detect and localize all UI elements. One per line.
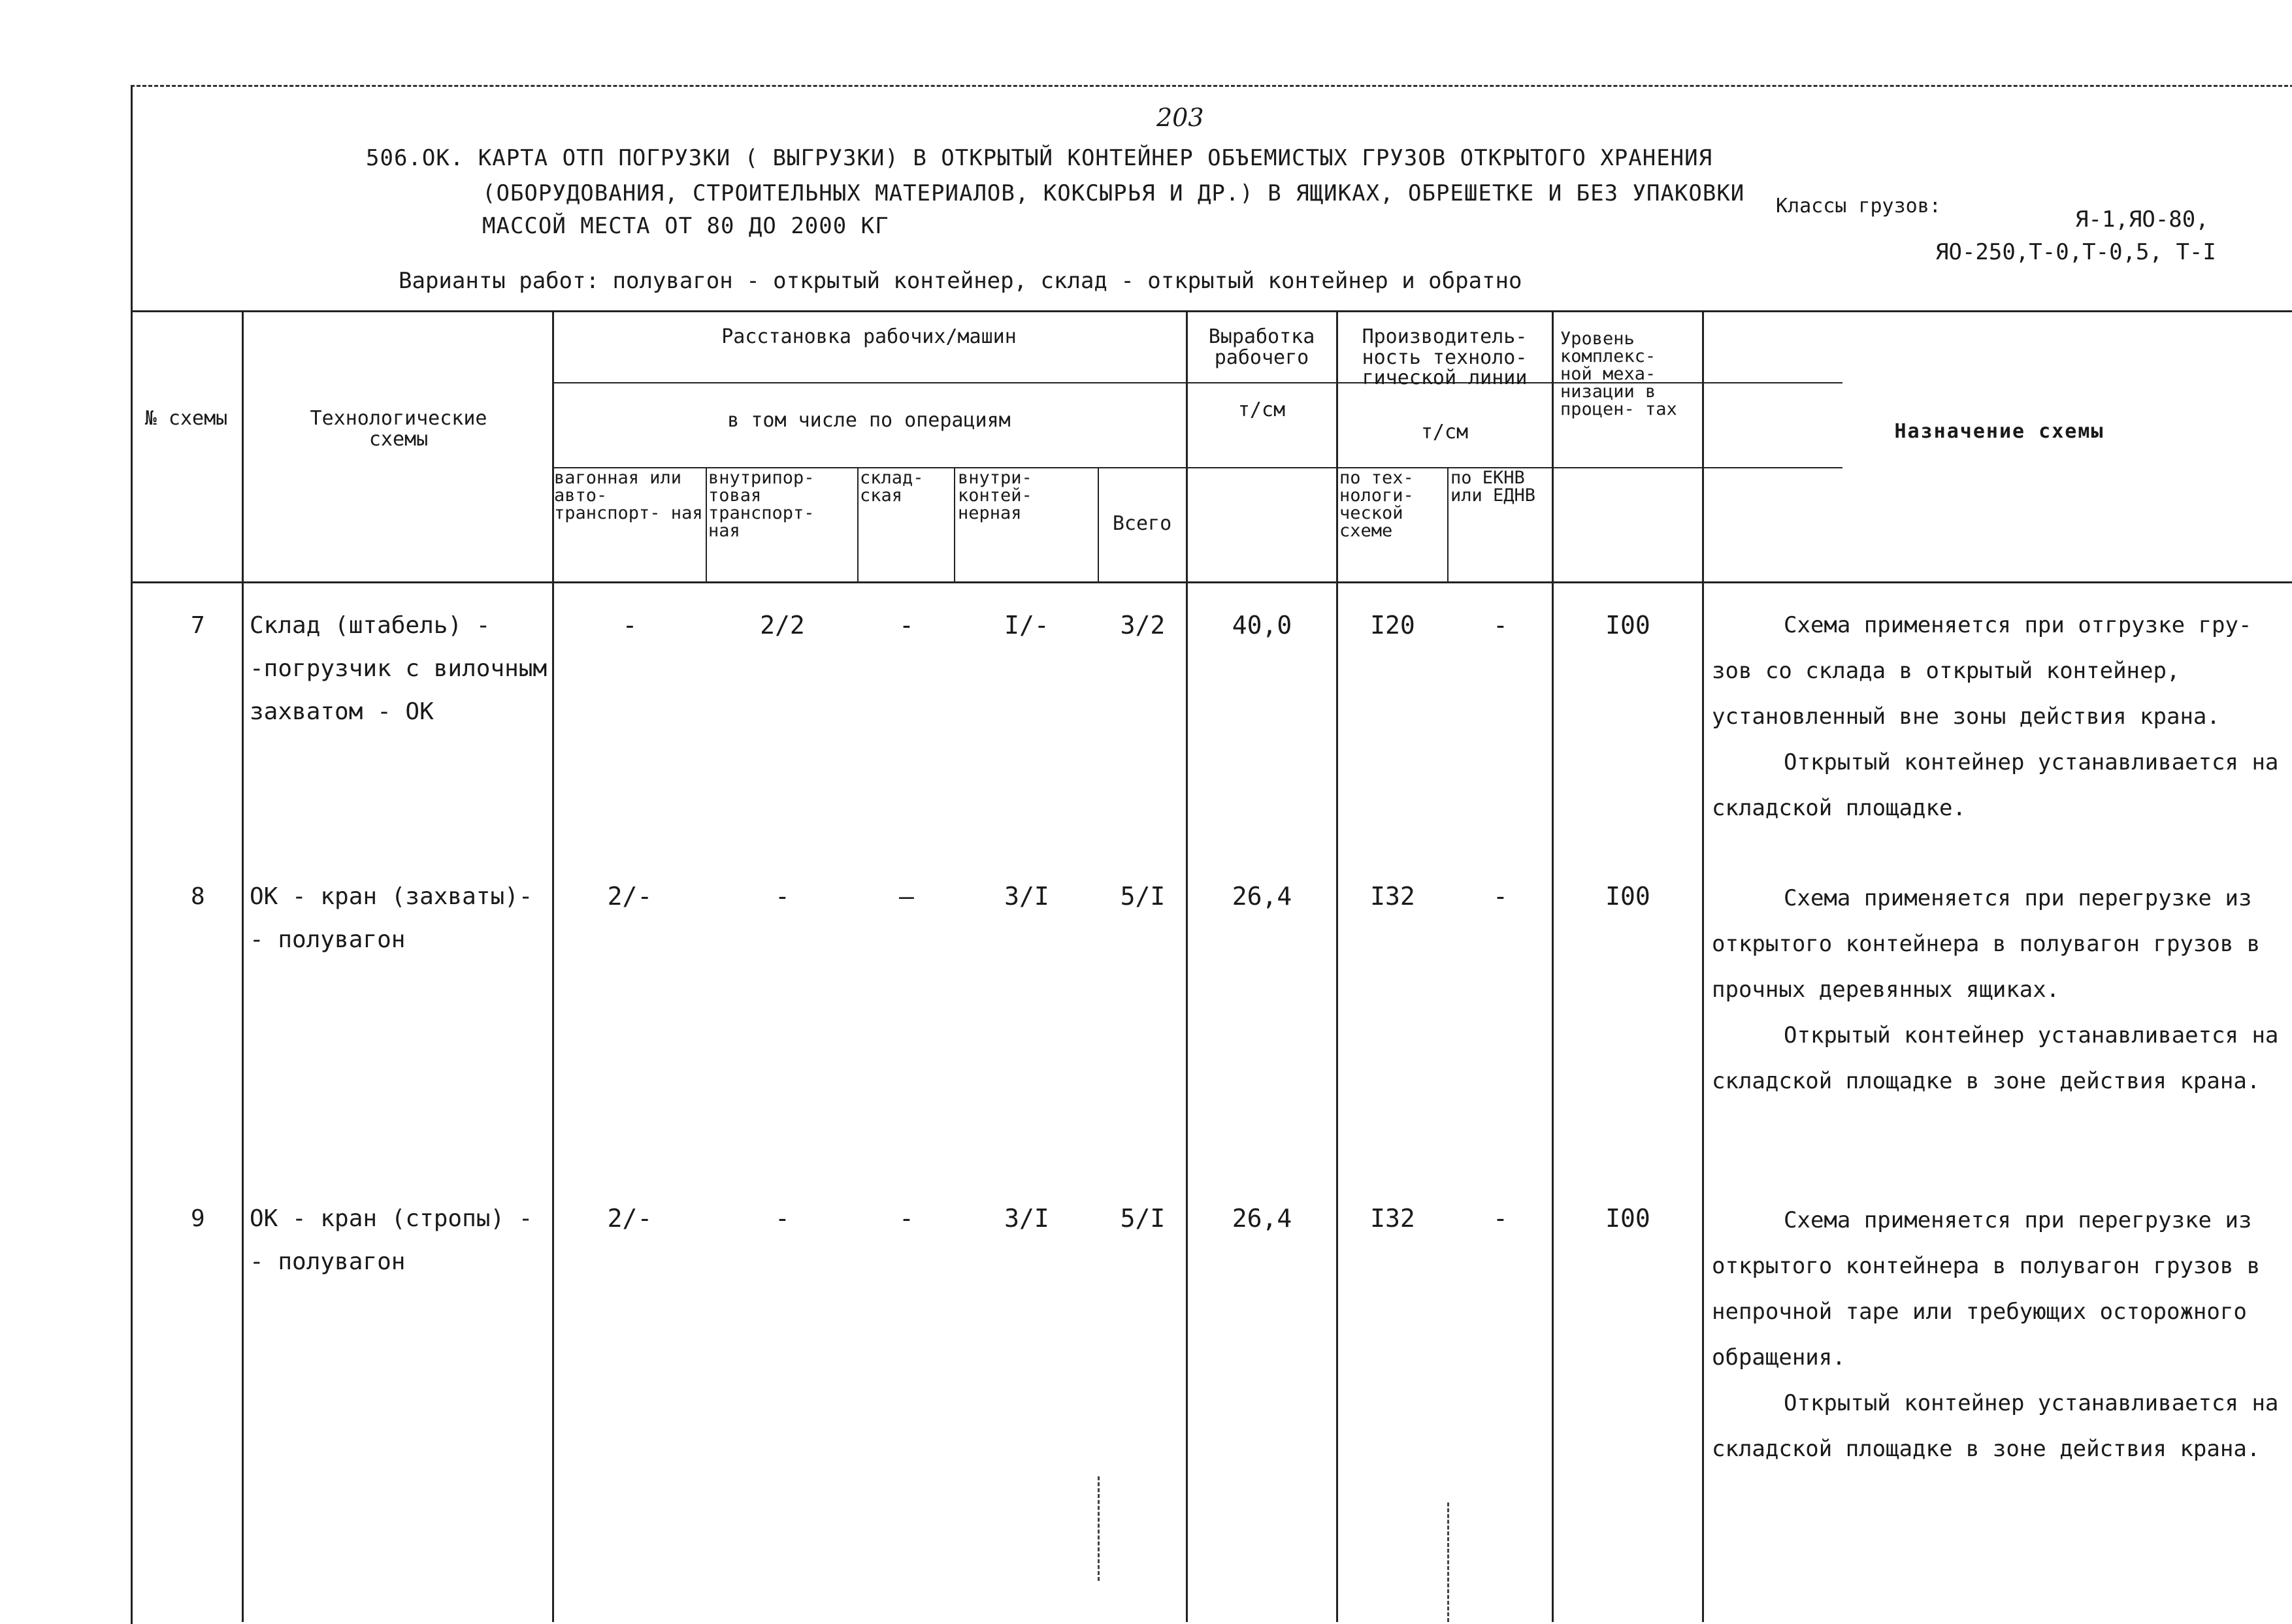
scheme-line: захватом - ОК (250, 698, 434, 725)
cell-op-intraport: 2/2 (760, 611, 805, 640)
cell-op-warehouse: - (899, 1204, 914, 1233)
header-op-total: Всего (1112, 512, 1172, 535)
cell-mechanization: I00 (1605, 1204, 1650, 1233)
cell-op-wagon: 2/- (607, 1204, 653, 1233)
scheme-line: -погрузчик с вилочным (250, 655, 548, 682)
header-productivity-unit: т/см (1420, 421, 1469, 444)
work-variants: Варианты работ: полувагон - открытый контейнер, склад - открытый контейнер и обратно (399, 268, 1522, 294)
purpose-paragraph: Открытый контейнер устанавливается на складской площадке в зоне действия крана. (1712, 1390, 2279, 1462)
cell-prod-scheme: I20 (1370, 611, 1415, 640)
purpose-paragraph: Открытый контейнер устанавливается на складской площадке в зоне действия крана. (1712, 1022, 2279, 1094)
col-border-5 (954, 467, 955, 581)
cell-op-intraport: - (775, 882, 790, 911)
cargo-classes-line-1: Я-1,ЯО-80, (2075, 206, 2209, 233)
scheme-description (250, 604, 557, 734)
purpose-paragraph: Схема применяется при перегрузке из открытого контейнера в полувагон грузов в непрочной таре или требующих осторожного обращения. (1712, 1207, 2261, 1371)
scheme-line: ОК - кран (захваты)- (250, 883, 533, 910)
cell-op-intracontainer: 3/I (1004, 1204, 1049, 1233)
row-number: 7 (191, 612, 205, 639)
scheme-description (250, 1197, 557, 1284)
header-prod-by-eknv: по ЕКНВ или ЕДНВ (1450, 468, 1536, 506)
row-number: 8 (191, 883, 205, 910)
map-title-line-3: МАССОЙ МЕСТА ОТ 80 ДО 2000 КГ (482, 213, 889, 239)
cell-op-warehouse: — (899, 882, 914, 911)
cargo-classes-line-2: ЯО-250,Т-0,Т-0,5, Т-I (1935, 239, 2216, 265)
cell-prod-scheme: I32 (1370, 1204, 1415, 1233)
col-border-6 (1098, 467, 1099, 581)
header-mechanization: Уровень комплекс- ной меха- низации в процен- тах (1560, 329, 1677, 419)
col-fragment-1 (1098, 1476, 1100, 1581)
scheme-line: - полувагон (250, 926, 406, 953)
header-op-intraport: внутрипор- товая транспорт- ная (708, 468, 815, 541)
cell-output: 40,0 (1232, 611, 1292, 640)
header-tech-schemes: Технологические схемы (310, 407, 487, 451)
header-bottom-border (131, 581, 2292, 583)
col-border-4 (857, 467, 859, 581)
cargo-classes-label: Классы грузов: (1776, 195, 1941, 218)
cell-op-total: 5/I (1120, 1204, 1166, 1233)
cell-op-warehouse: - (899, 611, 914, 640)
purpose-paragraph: Схема применяется при перегрузке из открытого контейнера в полувагон грузов в прочных деревянных ящиках. (1712, 885, 2261, 1003)
header-productivity: Производитель- ность техноло- гической линии (1362, 325, 1528, 389)
page-number: 203 (1156, 103, 1204, 132)
header-op-warehouse: склад- ская (860, 468, 924, 506)
col-border-9 (1447, 467, 1449, 581)
cell-prod-eknv: - (1493, 882, 1508, 911)
col-border-1 (242, 310, 244, 1622)
cell-prod-eknv: - (1493, 1204, 1508, 1233)
cell-mechanization: I00 (1605, 611, 1650, 640)
cell-op-wagon: - (622, 611, 638, 640)
header-output-unit: т/см (1237, 398, 1286, 421)
purpose-text (1712, 602, 2287, 831)
cell-mechanization: I00 (1605, 882, 1650, 911)
map-title-line-2: (ОБОРУДОВАНИЯ, СТРОИТЕЛЬНЫХ МАТЕРИАЛОВ, КОКСЫРЬЯ И ДР.) В ЯЩИКАХ, ОБРЕШЕТКЕ И БЕЗ УПАКОВКИ (482, 180, 1745, 206)
cell-prod-scheme: I32 (1370, 882, 1415, 911)
col-border-10 (1552, 310, 1554, 1622)
col-fragment-2 (1447, 1502, 1449, 1622)
col-border-3 (706, 467, 707, 581)
cell-op-wagon: 2/- (607, 882, 653, 911)
header-op-wagon: вагонная или авто- транспорт- ная (554, 468, 703, 523)
cell-op-intracontainer: I/- (1004, 611, 1049, 640)
purpose-paragraph: Открытый контейнер устанавливается на складской площадке. (1712, 749, 2279, 821)
cell-op-intracontainer: 3/I (1004, 882, 1049, 911)
scheme-line: - полувагон (250, 1248, 406, 1275)
cell-output: 26,4 (1232, 882, 1292, 911)
header-op-intracontainer: внутри- контей- нерная (958, 468, 1032, 523)
row-number: 9 (191, 1205, 205, 1232)
col-border-7 (1186, 310, 1188, 1622)
cell-output: 26,4 (1232, 1204, 1292, 1233)
cell-op-intraport: - (775, 1204, 790, 1233)
col-border-11 (1702, 310, 1704, 1622)
scheme-description (250, 875, 557, 962)
header-prod-by-scheme: по тех- нологи- ческой схеме (1339, 468, 1414, 541)
purpose-text (1712, 875, 2287, 1104)
header-placement: Расстановка рабочих/машин (721, 325, 1017, 348)
purpose-paragraph: Схема применяется при отгрузке гру- зов со склада в открытый контейнер, установленный вне зоны действия крана. (1712, 612, 2252, 730)
header-purpose: Назначение схемы (1894, 420, 2104, 443)
cell-op-total: 3/2 (1120, 611, 1166, 640)
header-output: Выработка рабочего (1208, 325, 1315, 369)
col-border-8 (1336, 310, 1338, 1622)
header-including-ops: в том числе по операциям (727, 409, 1011, 432)
table-top-border (131, 310, 2292, 312)
scheme-line: ОК - кран (стропы) - (250, 1205, 533, 1232)
scheme-line: Склад (штабель) - (250, 612, 491, 639)
purpose-text (1712, 1197, 2287, 1472)
cell-prod-eknv: - (1493, 611, 1508, 640)
header-scheme-no: № схемы (144, 407, 228, 430)
map-title-line-1: 506.ОК. КАРТА ОТП ПОГРУЗКИ ( ВЫГРУЗКИ) В ОТКРЫТЫЙ КОНТЕЙНЕР ОБЪЕМИСТЫХ ГРУЗОВ ОТКРЫТОГО ХРАНЕНИЯ (366, 145, 1713, 171)
cell-op-total: 5/I (1120, 882, 1166, 911)
